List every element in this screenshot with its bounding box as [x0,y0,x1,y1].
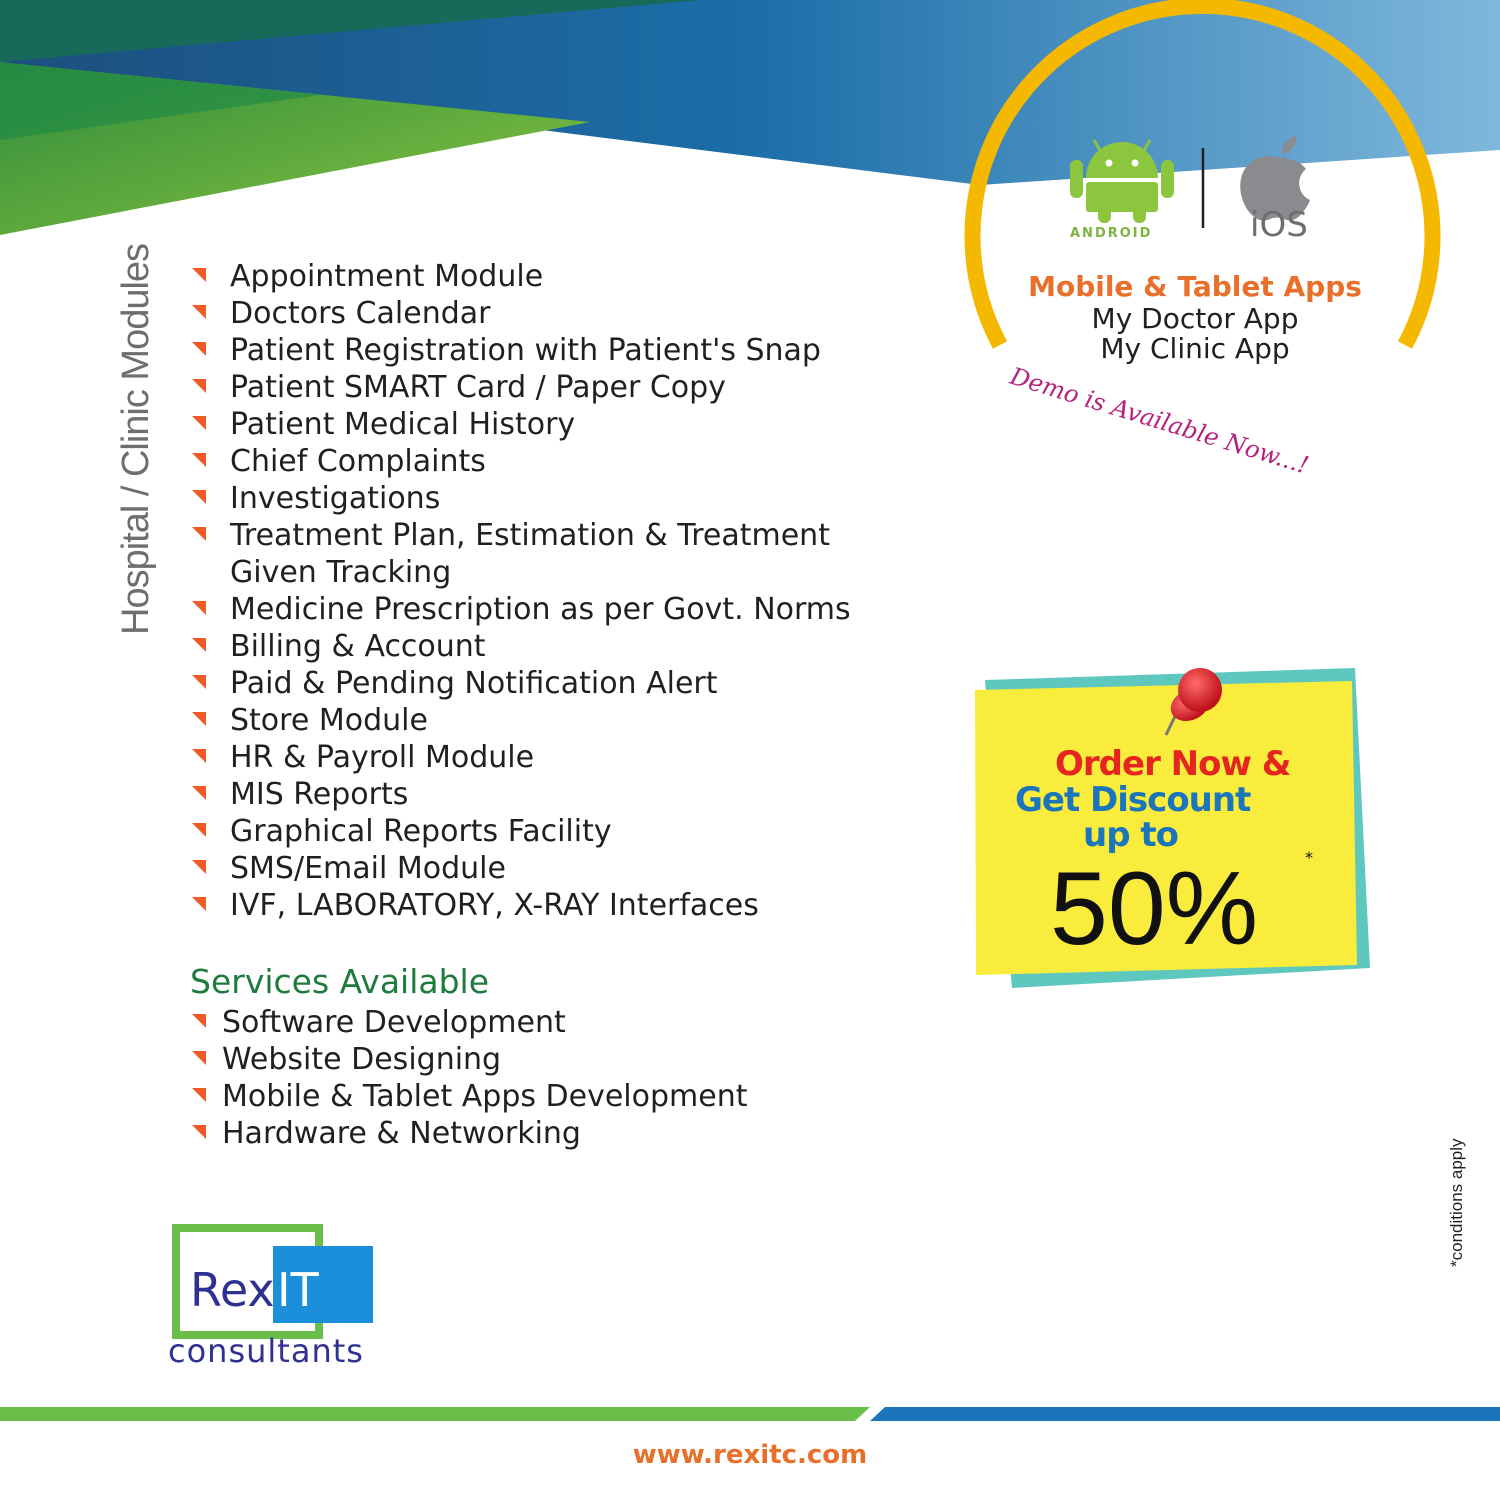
bullet-icon [192,453,206,467]
bullet-icon [192,712,206,726]
bullet-icon [192,268,206,282]
footer-blue-band [870,1407,1500,1421]
bullet-icon [192,1051,206,1065]
offer-asterisk: * [1305,848,1313,867]
module-item: IVF, LABORATORY, X-RAY Interfaces [190,887,990,924]
my-doctor-app-label: My Doctor App [1091,302,1299,335]
module-item: Store Module [190,702,990,739]
module-item: Medicine Prescription as per Govt. Norms [190,591,990,628]
bullet-icon [192,490,206,504]
apps-title: Mobile & Tablet Apps [1028,270,1362,303]
module-item: SMS/Email Module [190,850,990,887]
service-item: Website Designing [190,1041,747,1078]
bullet-icon [192,823,206,837]
module-item: Patient SMART Card / Paper Copy [190,369,990,406]
offer-percent: 50% [1050,851,1259,967]
module-item: Treatment Plan, Estimation & Treatment [190,517,990,554]
logo-rex-text: Rex [190,1263,275,1317]
bullet-icon [192,897,206,911]
bullet-icon [192,638,206,652]
footer-green-band [0,1407,870,1421]
logo-subtitle: consultants [168,1332,364,1370]
bullet-icon [192,860,206,874]
module-item: Appointment Module [190,258,990,295]
bullet-icon [192,1014,206,1028]
bullet-icon [192,786,206,800]
services-list [190,1004,747,1152]
module-item: Patient Medical History [190,406,990,443]
bullet-icon [192,527,206,541]
bullet-icon [192,1125,206,1139]
demo-available-text: Demo is Available Now...! [1006,362,1312,480]
module-item: MIS Reports [190,776,990,813]
bullet-icon [192,416,206,430]
module-item: Paid & Pending Notification Alert [190,665,990,702]
my-clinic-app-label: My Clinic App [1100,332,1290,365]
offer-line-3: up to [1083,815,1178,855]
bullet-icon [192,305,206,319]
service-item: Software Development [190,1004,747,1041]
modules-side-title: Hospital / Clinic Modules [115,243,157,635]
logo-it-text: IT [277,1263,319,1317]
module-item-continuation: Given Tracking [230,555,452,590]
module-item: Doctors Calendar [190,295,990,332]
bullet-icon [192,601,206,615]
module-item: Chief Complaints [190,443,990,480]
module-item: Patient Registration with Patient's Snap [190,332,990,369]
service-item: Hardware & Networking [190,1115,747,1152]
module-item: Billing & Account [190,628,990,665]
bullet-icon [192,1088,206,1102]
conditions-note: *conditions apply [1447,1138,1466,1267]
service-item: Mobile & Tablet Apps Development [190,1078,747,1115]
offer-line-1: Order Now & [1055,744,1291,784]
modules-list [190,258,990,924]
bullet-icon [192,675,206,689]
module-item: HR & Payroll Module [190,739,990,776]
module-item: Investigations [190,480,990,517]
website-link[interactable]: www.rexitc.com [632,1440,868,1470]
android-label: ANDROID [1070,226,1153,241]
offer-line-2: Get Discount [1015,780,1251,820]
bullet-icon [192,342,206,356]
bullet-icon [192,749,206,763]
services-title: Services Available [190,962,490,1001]
bullet-icon [192,379,206,393]
module-item: Graphical Reports Facility [190,813,990,850]
ios-label: iOS [1250,205,1308,245]
